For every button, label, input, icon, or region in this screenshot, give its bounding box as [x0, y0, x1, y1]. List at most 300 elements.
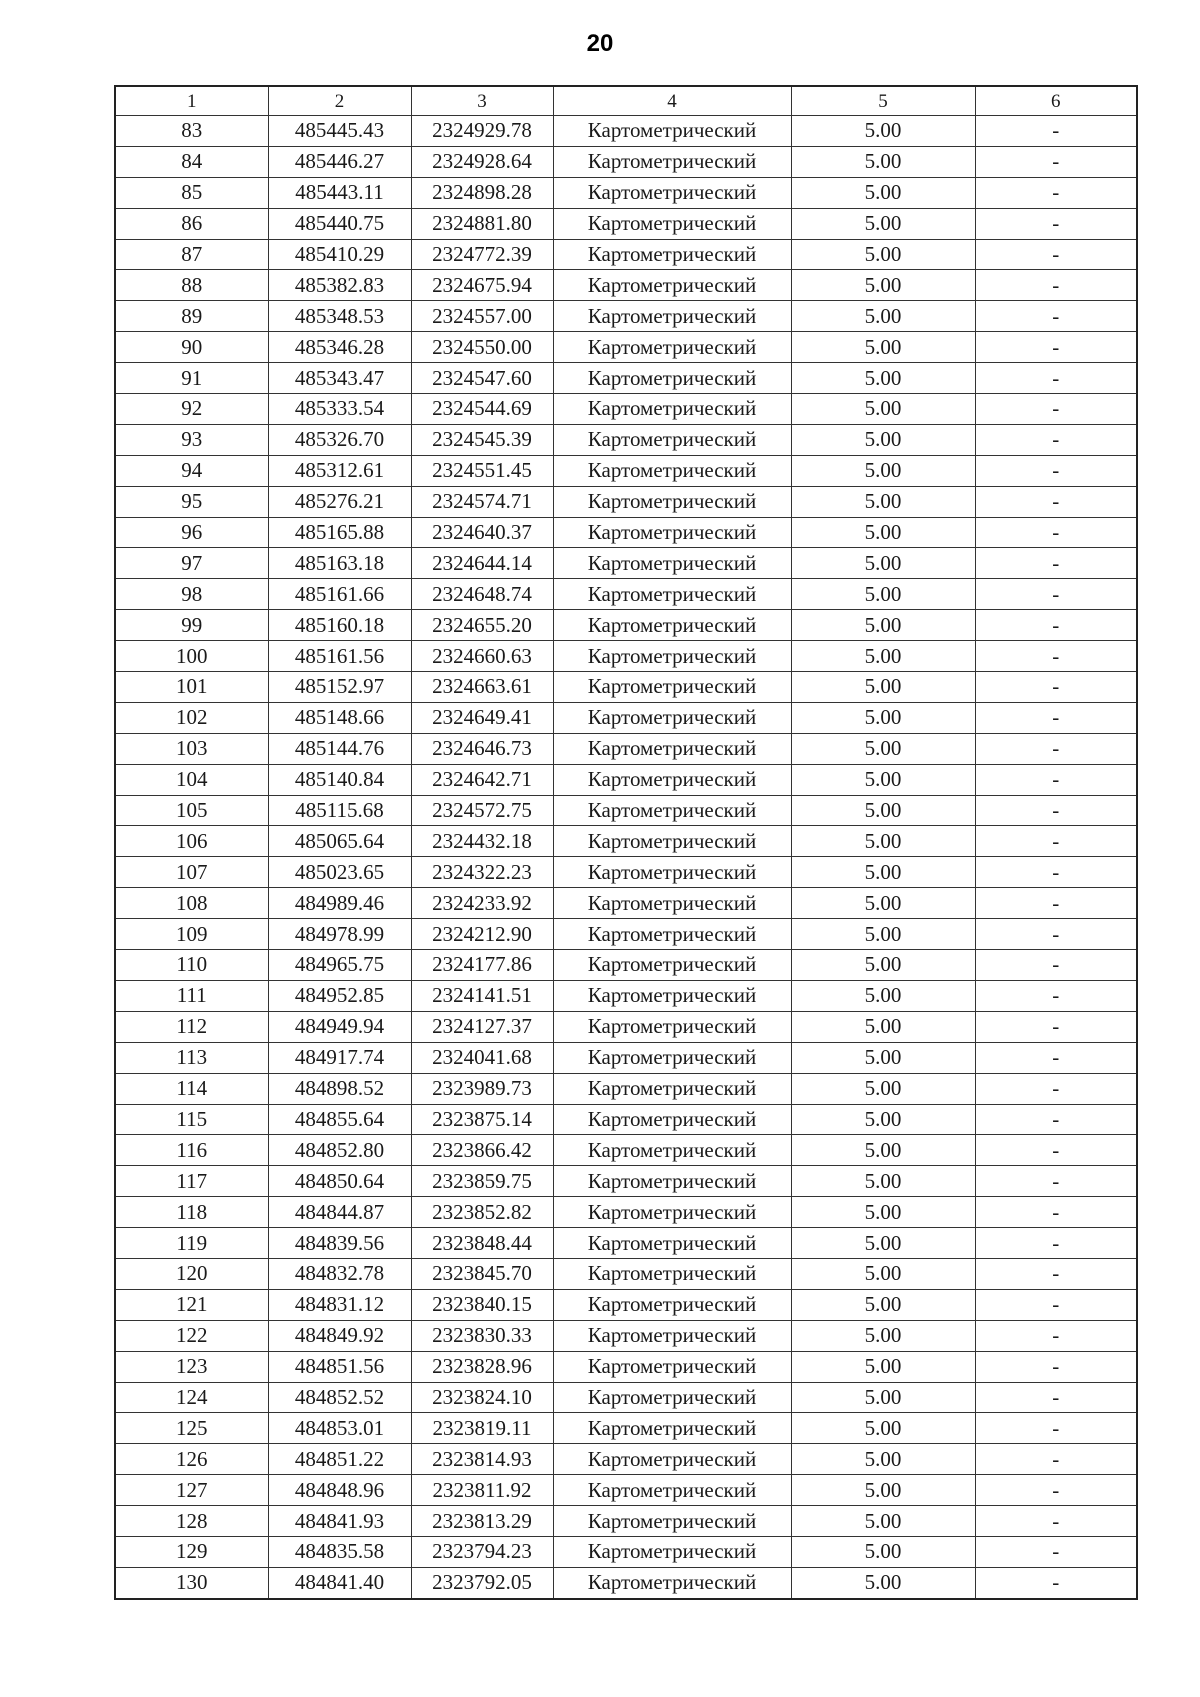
- y-coordinate-cell: 2323830.33: [411, 1320, 553, 1351]
- description-cell: -: [975, 1166, 1137, 1197]
- point-number-cell: 130: [115, 1567, 268, 1598]
- accuracy-cell: 5.00: [791, 1320, 975, 1351]
- method-cell: Картометрический: [553, 1289, 791, 1320]
- column-header: 3: [411, 86, 553, 116]
- x-coordinate-cell: 484850.64: [268, 1166, 411, 1197]
- method-cell: Картометрический: [553, 950, 791, 981]
- method-cell: Картометрический: [553, 146, 791, 177]
- accuracy-cell: 5.00: [791, 1166, 975, 1197]
- description-cell: -: [975, 1258, 1137, 1289]
- x-coordinate-cell: 485346.28: [268, 332, 411, 363]
- x-coordinate-cell: 485160.18: [268, 610, 411, 641]
- method-cell: Картометрический: [553, 1413, 791, 1444]
- y-coordinate-cell: 2324646.73: [411, 733, 553, 764]
- accuracy-cell: 5.00: [791, 270, 975, 301]
- method-cell: Картометрический: [553, 980, 791, 1011]
- x-coordinate-cell: 484841.40: [268, 1567, 411, 1598]
- x-coordinate-cell: 485446.27: [268, 146, 411, 177]
- x-coordinate-cell: 485312.61: [268, 455, 411, 486]
- page-number: 20: [586, 30, 614, 57]
- table-row: [115, 980, 1137, 1011]
- description-cell: -: [975, 486, 1137, 517]
- table-row: [115, 950, 1137, 981]
- accuracy-cell: 5.00: [791, 919, 975, 950]
- description-cell: -: [975, 1104, 1137, 1135]
- y-coordinate-cell: 2324127.37: [411, 1011, 553, 1042]
- table-row: [115, 1166, 1137, 1197]
- y-coordinate-cell: 2323794.23: [411, 1536, 553, 1567]
- y-coordinate-cell: 2324141.51: [411, 980, 553, 1011]
- method-cell: Картометрический: [553, 1135, 791, 1166]
- x-coordinate-cell: 485140.84: [268, 764, 411, 795]
- x-coordinate-cell: 484835.58: [268, 1536, 411, 1567]
- description-cell: -: [975, 641, 1137, 672]
- x-coordinate-cell: 484852.80: [268, 1135, 411, 1166]
- x-coordinate-cell: 484849.92: [268, 1320, 411, 1351]
- x-coordinate-cell: 484851.56: [268, 1351, 411, 1382]
- y-coordinate-cell: 2323792.05: [411, 1567, 553, 1598]
- description-cell: -: [975, 455, 1137, 486]
- table-row: [115, 1413, 1137, 1444]
- accuracy-cell: 5.00: [791, 455, 975, 486]
- x-coordinate-cell: 484898.52: [268, 1073, 411, 1104]
- accuracy-cell: 5.00: [791, 1567, 975, 1598]
- y-coordinate-cell: 2324649.41: [411, 702, 553, 733]
- y-coordinate-cell: 2324898.28: [411, 177, 553, 208]
- y-coordinate-cell: 2324233.92: [411, 888, 553, 919]
- description-cell: -: [975, 1444, 1137, 1475]
- table-row: [115, 1258, 1137, 1289]
- method-cell: Картометрический: [553, 1567, 791, 1598]
- accuracy-cell: 5.00: [791, 672, 975, 703]
- x-coordinate-cell: 485326.70: [268, 424, 411, 455]
- accuracy-cell: 5.00: [791, 702, 975, 733]
- accuracy-cell: 5.00: [791, 733, 975, 764]
- x-coordinate-cell: 485148.66: [268, 702, 411, 733]
- y-coordinate-cell: 2324648.74: [411, 579, 553, 610]
- accuracy-cell: 5.00: [791, 332, 975, 363]
- method-cell: Картометрический: [553, 301, 791, 332]
- accuracy-cell: 5.00: [791, 394, 975, 425]
- point-number-cell: 113: [115, 1042, 268, 1073]
- accuracy-cell: 5.00: [791, 1104, 975, 1135]
- y-coordinate-cell: 2324557.00: [411, 301, 553, 332]
- table-body: [115, 116, 1137, 1599]
- y-coordinate-cell: 2324432.18: [411, 826, 553, 857]
- point-number-cell: 88: [115, 270, 268, 301]
- accuracy-cell: 5.00: [791, 980, 975, 1011]
- table-row: [115, 1011, 1137, 1042]
- point-number-cell: 99: [115, 610, 268, 641]
- accuracy-cell: 5.00: [791, 363, 975, 394]
- table-row: [115, 394, 1137, 425]
- method-cell: Картометрический: [553, 394, 791, 425]
- table-row: [115, 424, 1137, 455]
- description-cell: -: [975, 1011, 1137, 1042]
- x-coordinate-cell: 484832.78: [268, 1258, 411, 1289]
- table-row: [115, 1197, 1137, 1228]
- method-cell: Картометрический: [553, 1166, 791, 1197]
- x-coordinate-cell: 485333.54: [268, 394, 411, 425]
- table-row: [115, 1351, 1137, 1382]
- column-header: 4: [553, 86, 791, 116]
- y-coordinate-cell: 2323814.93: [411, 1444, 553, 1475]
- y-coordinate-cell: 2324663.61: [411, 672, 553, 703]
- x-coordinate-cell: 485161.56: [268, 641, 411, 672]
- y-coordinate-cell: 2323845.70: [411, 1258, 553, 1289]
- table-row: [115, 610, 1137, 641]
- table-row: [115, 888, 1137, 919]
- method-cell: Картометрический: [553, 1382, 791, 1413]
- method-cell: Картометрический: [553, 208, 791, 239]
- accuracy-cell: 5.00: [791, 177, 975, 208]
- accuracy-cell: 5.00: [791, 301, 975, 332]
- method-cell: Картометрический: [553, 1197, 791, 1228]
- y-coordinate-cell: 2323840.15: [411, 1289, 553, 1320]
- x-coordinate-cell: 484848.96: [268, 1475, 411, 1506]
- accuracy-cell: 5.00: [791, 548, 975, 579]
- description-cell: -: [975, 1506, 1137, 1537]
- table-row: [115, 363, 1137, 394]
- description-cell: -: [975, 301, 1137, 332]
- x-coordinate-cell: 484952.85: [268, 980, 411, 1011]
- method-cell: Картометрический: [553, 672, 791, 703]
- description-cell: -: [975, 517, 1137, 548]
- point-number-cell: 98: [115, 579, 268, 610]
- column-header: 2: [268, 86, 411, 116]
- accuracy-cell: 5.00: [791, 146, 975, 177]
- method-cell: Картометрический: [553, 1011, 791, 1042]
- description-cell: -: [975, 857, 1137, 888]
- y-coordinate-cell: 2324642.71: [411, 764, 553, 795]
- table-row: [115, 455, 1137, 486]
- table-header-row: [115, 86, 1137, 116]
- method-cell: Картометрический: [553, 826, 791, 857]
- accuracy-cell: 5.00: [791, 1042, 975, 1073]
- accuracy-cell: 5.00: [791, 857, 975, 888]
- table-row: [115, 116, 1137, 147]
- point-number-cell: 93: [115, 424, 268, 455]
- method-cell: Картометрический: [553, 888, 791, 919]
- y-coordinate-cell: 2323989.73: [411, 1073, 553, 1104]
- accuracy-cell: 5.00: [791, 641, 975, 672]
- y-coordinate-cell: 2323819.11: [411, 1413, 553, 1444]
- accuracy-cell: 5.00: [791, 579, 975, 610]
- method-cell: Картометрический: [553, 795, 791, 826]
- description-cell: -: [975, 1320, 1137, 1351]
- point-number-cell: 94: [115, 455, 268, 486]
- point-number-cell: 89: [115, 301, 268, 332]
- y-coordinate-cell: 2324574.71: [411, 486, 553, 517]
- table-row: [115, 1444, 1137, 1475]
- description-cell: -: [975, 1567, 1137, 1598]
- method-cell: Картометрический: [553, 1351, 791, 1382]
- description-cell: -: [975, 116, 1137, 147]
- description-cell: -: [975, 1073, 1137, 1104]
- accuracy-cell: 5.00: [791, 239, 975, 270]
- point-number-cell: 128: [115, 1506, 268, 1537]
- method-cell: Картометрический: [553, 486, 791, 517]
- description-cell: -: [975, 1413, 1137, 1444]
- accuracy-cell: 5.00: [791, 486, 975, 517]
- y-coordinate-cell: 2323852.82: [411, 1197, 553, 1228]
- table-row: [115, 208, 1137, 239]
- accuracy-cell: 5.00: [791, 826, 975, 857]
- y-coordinate-cell: 2324644.14: [411, 548, 553, 579]
- point-number-cell: 109: [115, 919, 268, 950]
- x-coordinate-cell: 484949.94: [268, 1011, 411, 1042]
- point-number-cell: 95: [115, 486, 268, 517]
- method-cell: Картометрический: [553, 764, 791, 795]
- table-row: [115, 146, 1137, 177]
- point-number-cell: 121: [115, 1289, 268, 1320]
- description-cell: -: [975, 394, 1137, 425]
- y-coordinate-cell: 2324041.68: [411, 1042, 553, 1073]
- table-row: [115, 1135, 1137, 1166]
- accuracy-cell: 5.00: [791, 1197, 975, 1228]
- table-row: [115, 548, 1137, 579]
- y-coordinate-cell: 2323866.42: [411, 1135, 553, 1166]
- table-row: [115, 826, 1137, 857]
- x-coordinate-cell: 484965.75: [268, 950, 411, 981]
- point-number-cell: 124: [115, 1382, 268, 1413]
- column-header: 1: [115, 86, 268, 116]
- method-cell: Картометрический: [553, 610, 791, 641]
- x-coordinate-cell: 485410.29: [268, 239, 411, 270]
- table-row: [115, 1536, 1137, 1567]
- method-cell: Картометрический: [553, 332, 791, 363]
- accuracy-cell: 5.00: [791, 1475, 975, 1506]
- point-number-cell: 104: [115, 764, 268, 795]
- point-number-cell: 111: [115, 980, 268, 1011]
- point-number-cell: 107: [115, 857, 268, 888]
- method-cell: Картометрический: [553, 548, 791, 579]
- x-coordinate-cell: 485065.64: [268, 826, 411, 857]
- x-coordinate-cell: 485161.66: [268, 579, 411, 610]
- point-number-cell: 97: [115, 548, 268, 579]
- accuracy-cell: 5.00: [791, 1382, 975, 1413]
- table-row: [115, 641, 1137, 672]
- column-header: 6: [975, 86, 1137, 116]
- accuracy-cell: 5.00: [791, 1228, 975, 1259]
- table-row: [115, 733, 1137, 764]
- table-row: [115, 270, 1137, 301]
- description-cell: -: [975, 363, 1137, 394]
- point-number-cell: 105: [115, 795, 268, 826]
- description-cell: -: [975, 919, 1137, 950]
- method-cell: Картометрический: [553, 1073, 791, 1104]
- x-coordinate-cell: 484844.87: [268, 1197, 411, 1228]
- point-number-cell: 129: [115, 1536, 268, 1567]
- point-number-cell: 108: [115, 888, 268, 919]
- y-coordinate-cell: 2324881.80: [411, 208, 553, 239]
- y-coordinate-cell: 2323875.14: [411, 1104, 553, 1135]
- method-cell: Картометрический: [553, 857, 791, 888]
- method-cell: Картометрический: [553, 733, 791, 764]
- table-row: [115, 301, 1137, 332]
- table-row: [115, 239, 1137, 270]
- column-header: 5: [791, 86, 975, 116]
- y-coordinate-cell: 2324551.45: [411, 455, 553, 486]
- description-cell: -: [975, 1536, 1137, 1567]
- method-cell: Картометрический: [553, 363, 791, 394]
- method-cell: Картометрический: [553, 1258, 791, 1289]
- y-coordinate-cell: 2324547.60: [411, 363, 553, 394]
- y-coordinate-cell: 2324572.75: [411, 795, 553, 826]
- description-cell: -: [975, 1135, 1137, 1166]
- x-coordinate-cell: 485163.18: [268, 548, 411, 579]
- point-number-cell: 100: [115, 641, 268, 672]
- method-cell: Картометрический: [553, 270, 791, 301]
- description-cell: -: [975, 1351, 1137, 1382]
- y-coordinate-cell: 2323813.29: [411, 1506, 553, 1537]
- y-coordinate-cell: 2323848.44: [411, 1228, 553, 1259]
- point-number-cell: 126: [115, 1444, 268, 1475]
- point-number-cell: 116: [115, 1135, 268, 1166]
- point-number-cell: 90: [115, 332, 268, 363]
- x-coordinate-cell: 485276.21: [268, 486, 411, 517]
- point-number-cell: 110: [115, 950, 268, 981]
- description-cell: -: [975, 1042, 1137, 1073]
- x-coordinate-cell: 484841.93: [268, 1506, 411, 1537]
- accuracy-cell: 5.00: [791, 424, 975, 455]
- point-number-cell: 125: [115, 1413, 268, 1444]
- y-coordinate-cell: 2324545.39: [411, 424, 553, 455]
- y-coordinate-cell: 2324928.64: [411, 146, 553, 177]
- point-number-cell: 106: [115, 826, 268, 857]
- method-cell: Картометрический: [553, 455, 791, 486]
- method-cell: Картометрический: [553, 517, 791, 548]
- description-cell: -: [975, 239, 1137, 270]
- x-coordinate-cell: 485443.11: [268, 177, 411, 208]
- point-number-cell: 86: [115, 208, 268, 239]
- x-coordinate-cell: 485023.65: [268, 857, 411, 888]
- description-cell: -: [975, 888, 1137, 919]
- description-cell: -: [975, 146, 1137, 177]
- description-cell: -: [975, 579, 1137, 610]
- table-row: [115, 486, 1137, 517]
- x-coordinate-cell: 485348.53: [268, 301, 411, 332]
- accuracy-cell: 5.00: [791, 950, 975, 981]
- table-row: [115, 1289, 1137, 1320]
- description-cell: -: [975, 764, 1137, 795]
- description-cell: -: [975, 208, 1137, 239]
- accuracy-cell: 5.00: [791, 1413, 975, 1444]
- point-number-cell: 101: [115, 672, 268, 703]
- x-coordinate-cell: 484855.64: [268, 1104, 411, 1135]
- y-coordinate-cell: 2324322.23: [411, 857, 553, 888]
- method-cell: Картометрический: [553, 1536, 791, 1567]
- method-cell: Картометрический: [553, 239, 791, 270]
- accuracy-cell: 5.00: [791, 116, 975, 147]
- point-number-cell: 114: [115, 1073, 268, 1104]
- method-cell: Картометрический: [553, 1104, 791, 1135]
- y-coordinate-cell: 2324655.20: [411, 610, 553, 641]
- x-coordinate-cell: 484917.74: [268, 1042, 411, 1073]
- method-cell: Картометрический: [553, 116, 791, 147]
- table-row: [115, 579, 1137, 610]
- y-coordinate-cell: 2324772.39: [411, 239, 553, 270]
- accuracy-cell: 5.00: [791, 1258, 975, 1289]
- y-coordinate-cell: 2323824.10: [411, 1382, 553, 1413]
- description-cell: -: [975, 1197, 1137, 1228]
- description-cell: -: [975, 733, 1137, 764]
- description-cell: -: [975, 424, 1137, 455]
- method-cell: Картометрический: [553, 702, 791, 733]
- point-number-cell: 117: [115, 1166, 268, 1197]
- method-cell: Картометрический: [553, 579, 791, 610]
- accuracy-cell: 5.00: [791, 1289, 975, 1320]
- point-number-cell: 92: [115, 394, 268, 425]
- x-coordinate-cell: 484853.01: [268, 1413, 411, 1444]
- coordinates-table: [114, 85, 1138, 1600]
- table-row: [115, 1382, 1137, 1413]
- table-row: [115, 1475, 1137, 1506]
- table-row: [115, 1042, 1137, 1073]
- accuracy-cell: 5.00: [791, 1444, 975, 1475]
- x-coordinate-cell: 485165.88: [268, 517, 411, 548]
- x-coordinate-cell: 485115.68: [268, 795, 411, 826]
- table-row: [115, 672, 1137, 703]
- description-cell: -: [975, 1475, 1137, 1506]
- point-number-cell: 85: [115, 177, 268, 208]
- description-cell: -: [975, 1228, 1137, 1259]
- x-coordinate-cell: 485152.97: [268, 672, 411, 703]
- table-row: [115, 332, 1137, 363]
- table-row: [115, 702, 1137, 733]
- method-cell: Картометрический: [553, 1444, 791, 1475]
- accuracy-cell: 5.00: [791, 610, 975, 641]
- accuracy-cell: 5.00: [791, 1536, 975, 1567]
- accuracy-cell: 5.00: [791, 517, 975, 548]
- point-number-cell: 118: [115, 1197, 268, 1228]
- y-coordinate-cell: 2323828.96: [411, 1351, 553, 1382]
- description-cell: -: [975, 980, 1137, 1011]
- x-coordinate-cell: 484831.12: [268, 1289, 411, 1320]
- point-number-cell: 96: [115, 517, 268, 548]
- point-number-cell: 112: [115, 1011, 268, 1042]
- accuracy-cell: 5.00: [791, 888, 975, 919]
- accuracy-cell: 5.00: [791, 1073, 975, 1104]
- accuracy-cell: 5.00: [791, 1351, 975, 1382]
- x-coordinate-cell: 484852.52: [268, 1382, 411, 1413]
- point-number-cell: 119: [115, 1228, 268, 1259]
- accuracy-cell: 5.00: [791, 1506, 975, 1537]
- table-row: [115, 1506, 1137, 1537]
- table-row: [115, 177, 1137, 208]
- table-row: [115, 857, 1137, 888]
- description-cell: -: [975, 610, 1137, 641]
- description-cell: -: [975, 332, 1137, 363]
- point-number-cell: 120: [115, 1258, 268, 1289]
- point-number-cell: 127: [115, 1475, 268, 1506]
- description-cell: -: [975, 270, 1137, 301]
- y-coordinate-cell: 2324550.00: [411, 332, 553, 363]
- table-row: [115, 919, 1137, 950]
- description-cell: -: [975, 1289, 1137, 1320]
- method-cell: Картометрический: [553, 424, 791, 455]
- point-number-cell: 115: [115, 1104, 268, 1135]
- method-cell: Картометрический: [553, 177, 791, 208]
- description-cell: -: [975, 950, 1137, 981]
- point-number-cell: 123: [115, 1351, 268, 1382]
- method-cell: Картометрический: [553, 1320, 791, 1351]
- accuracy-cell: 5.00: [791, 795, 975, 826]
- point-number-cell: 83: [115, 116, 268, 147]
- table-row: [115, 1073, 1137, 1104]
- y-coordinate-cell: 2324212.90: [411, 919, 553, 950]
- x-coordinate-cell: 485382.83: [268, 270, 411, 301]
